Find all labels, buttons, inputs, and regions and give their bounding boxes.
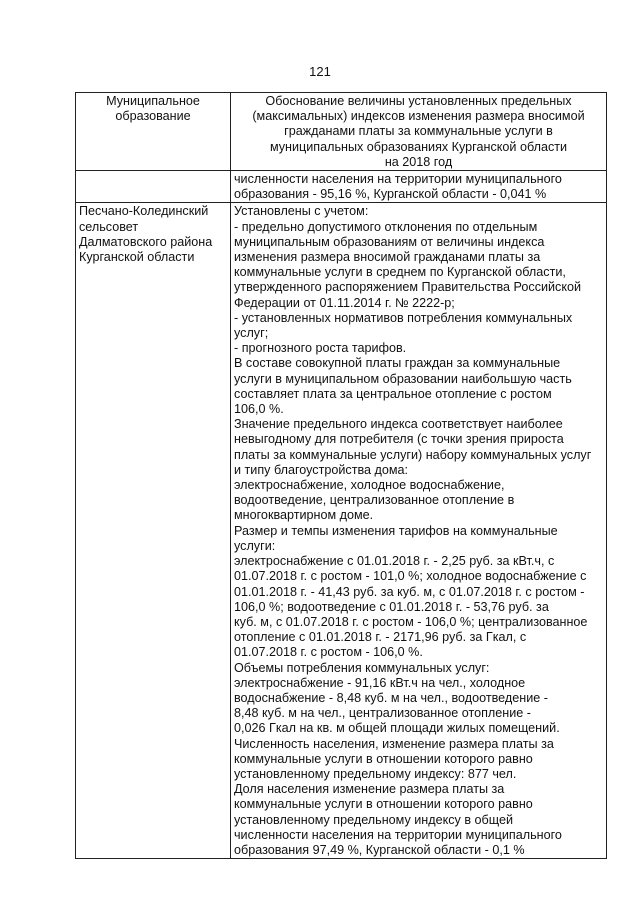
text-line: - установленных нормативов потребления коммунальных [234, 310, 573, 325]
text-line: муниципальных образованиях Курганской области [269, 139, 568, 154]
text-line: Далматовского района [79, 234, 213, 249]
table-row [76, 203, 607, 859]
municipality-name-cell [76, 203, 231, 859]
text-line: установленному предельному индексу: 877 чел. [234, 766, 517, 781]
justification-table [75, 92, 607, 859]
text-line: 0,026 Гкал на кв. м общей площади жилых помещений. [234, 721, 560, 736]
text-line: гражданами платы за коммунальные услуги в [284, 124, 553, 139]
justification-text-cell [231, 203, 607, 859]
table-row [76, 171, 607, 203]
text-line: (максимальных) индексов изменения размера вносимой [252, 109, 585, 124]
text-line: коммунальные услуги в отношении которого равно [234, 797, 533, 812]
text-line: на 2018 год [384, 154, 453, 169]
text-line: услуги: [234, 538, 276, 553]
text-line: услуг; [234, 326, 269, 341]
text-line: 106,0 %; водоотведение с 01.01.2018 г. - 53,76 руб. за [234, 599, 549, 614]
text-line: муниципальным образованиям от величины индекса [234, 234, 545, 249]
text-line: Федерации от 01.11.2014 г. № 2222-р; [234, 295, 455, 310]
text-line: составляет плата за центральное отопление с ростом [234, 386, 552, 401]
text-line: 8,48 куб. м на чел., централизованное отопление - [234, 706, 531, 721]
header-justification [231, 93, 607, 171]
continuation-municipality-cell [76, 171, 231, 203]
text-line: Установлены с учетом: [234, 204, 369, 219]
text-line: многоквартирном доме. [234, 508, 374, 523]
text-line: электроснабжение - 91,16 кВт.ч на чел., холодное [234, 675, 526, 690]
text-line: 01.01.2018 г. - 41,43 руб. за куб. м, с 01.07.2018 г. с ростом - [234, 584, 585, 599]
text-line: Песчано-Колединский [79, 204, 209, 219]
text-line: В составе совокупной платы граждан за коммунальные [234, 356, 561, 371]
text-line: утвержденного распоряжением Правительства Российской [234, 280, 582, 295]
text-line: образование [115, 109, 191, 124]
text-line: Численность населения, изменение размера платы за [234, 736, 554, 751]
text-line: 106,0 %. [234, 402, 284, 417]
header-municipality [76, 93, 231, 171]
text-line: коммунальные услуги в отношении которого равно [234, 751, 533, 766]
text-line: платы за коммунальные услуги) набору коммунальных услуг [234, 447, 592, 462]
text-line: численности населения на территории муниципального [234, 172, 562, 187]
text-line: невыгодному для потребителя (с точки зрения прироста [234, 432, 564, 447]
text-line: сельсовет [79, 219, 139, 234]
text-line: Объемы потребления коммунальных услуг: [234, 660, 490, 675]
text-line: отопление с 01.01.2018 г. - 2171,96 руб. за Гкал, с [234, 630, 527, 645]
text-line: Курганской области [79, 250, 195, 265]
text-line: водоотведение, централизованное отопление в [234, 493, 515, 508]
text-line: и типу благоустройства дома: [234, 462, 409, 477]
text-line: - предельно допустимого отклонения по отдельным [234, 219, 538, 234]
text-line: установленному предельному индексу в общей [234, 812, 514, 827]
text-line: коммунальные услуги в среднем по Курганской области, [234, 265, 566, 280]
text-line: электроснабжение, холодное водоснабжение, [234, 478, 505, 493]
text-line: изменения размера вносимой гражданами платы за [234, 250, 541, 265]
text-line: - прогнозного роста тарифов. [234, 341, 407, 356]
text-line: численности населения на территории муниципального [234, 827, 562, 842]
text-line: электроснабжение с 01.01.2018 г. - 2,25 руб. за кВт.ч, с [234, 554, 555, 569]
text-line: Значение предельного индекса соответствует наиболее [234, 417, 563, 432]
page-number: 121 [309, 64, 331, 79]
table-header-row [76, 93, 607, 171]
text-line: образования - 95,16 %, Курганской области - 0,041 % [234, 187, 547, 202]
text-line: Обоснование величины установленных предельных [265, 94, 572, 108]
text-line: 01.07.2018 г. с ростом - 101,0 %; холодное водоснабжение с [234, 569, 587, 584]
text-line: куб. м, с 01.07.2018 г. с ростом - 106,0 %; централизованное [234, 614, 588, 629]
text-line: Доля населения изменение размера платы за [234, 782, 505, 797]
text-line: Муниципальное [106, 94, 200, 108]
text-line: Размер и темпы изменения тарифов на коммунальные [234, 523, 558, 538]
text-line: 01.07.2018 г. с ростом - 106,0 %. [234, 645, 423, 660]
continuation-justification-cell [231, 171, 607, 203]
text-line: водоснабжение - 8,48 куб. м на чел., водоотведение - [234, 690, 548, 705]
text-line: образования 97,49 %, Курганской области - 0,1 % [234, 842, 525, 857]
text-line: услуги в муниципальном образовании наибольшую часть [234, 371, 572, 386]
